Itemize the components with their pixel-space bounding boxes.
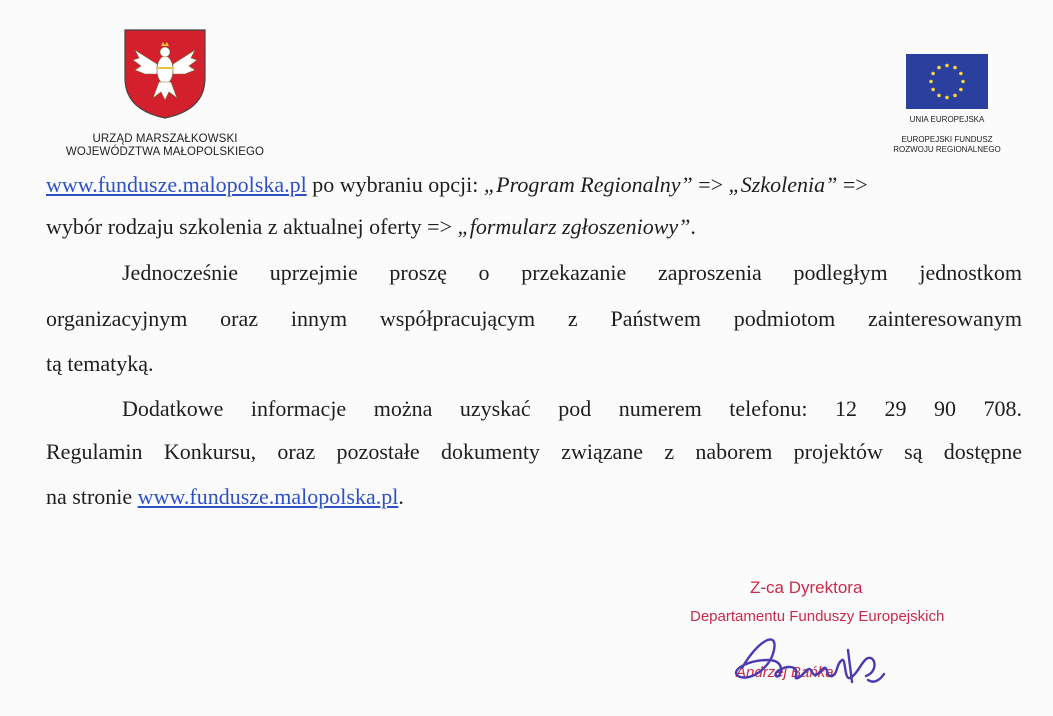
- website-link-2[interactable]: www.fundusze.malopolska.pl: [137, 484, 399, 509]
- eu-star: [953, 66, 957, 70]
- eu-label: UNIA EUROPEJSKA: [909, 115, 985, 124]
- paragraph-3-line-3: [46, 484, 1022, 510]
- paragraph-2-line-3: tą tematyką.: [46, 351, 154, 376]
- eu-star: [959, 88, 963, 92]
- text: .: [398, 484, 404, 509]
- website-link[interactable]: www.fundusze.malopolska.pl: [46, 172, 307, 197]
- handwritten-signature: [728, 620, 898, 700]
- text: na stronie: [46, 484, 138, 509]
- eu-flag-icon: [906, 54, 988, 109]
- fund-label-line1: EUROPEJSKI FUNDUSZ: [901, 135, 993, 144]
- eu-star: [931, 88, 935, 92]
- eu-star: [937, 66, 941, 70]
- coat-of-arms-icon: [123, 28, 207, 120]
- paragraph-3-line-1: Dodatkowe informacje można uzyskać pod numerem telefonu: 12 29 90 708.: [122, 396, 1022, 421]
- malopolska-logo: [50, 28, 280, 159]
- eu-star: [945, 96, 949, 100]
- eu-logo: [872, 54, 1022, 155]
- eu-star: [931, 72, 935, 76]
- paragraph-3-line-2: Regulamin Konkursu, oraz pozostałe dokumenty związane z naborem projektów są dostępne: [46, 439, 1022, 464]
- paragraph-2-line-2: organizacyjnym oraz innym współpracującym z Państwem podmiotom zainteresowanym: [46, 306, 1022, 331]
- eu-star: [959, 72, 963, 76]
- text: wybór rodzaju szkolenia z aktualnej oferty =>: [46, 214, 458, 239]
- eu-star: [929, 80, 933, 84]
- office-name-line2: WOJEWÓDZTWA MAŁOPOLSKIEGO: [65, 146, 265, 158]
- eu-star: [961, 80, 965, 84]
- text: po wybraniu opcji:: [306, 172, 484, 197]
- text: =>: [837, 172, 868, 197]
- option-program: „Program Regionalny”: [483, 172, 693, 197]
- text: .: [690, 214, 696, 239]
- eu-star: [953, 94, 957, 98]
- eu-star: [937, 94, 941, 98]
- option-form: „formularz zgłoszeniowy”: [457, 214, 691, 239]
- option-training: „Szkolenia”: [728, 172, 838, 197]
- fund-label-line2: ROZWOJU REGIONALNEGO: [893, 145, 1001, 154]
- text: =>: [692, 172, 729, 197]
- paragraph-1-line-1: [46, 172, 1022, 198]
- stamp-name: Andrzej Bańka: [736, 664, 834, 681]
- office-name-line1: URZĄD MARSZAŁKOWSKI: [92, 133, 238, 145]
- paragraph-1-line-2: [46, 214, 1022, 240]
- eu-star: [945, 64, 949, 68]
- paragraph-2-line-1: Jednocześnie uprzejmie proszę o przekazanie zaproszenia podległym jednostkom: [122, 260, 1022, 285]
- stamp-department: Departamentu Funduszy Europejskich: [690, 608, 945, 625]
- stamp-title: Z-ca Dyrektora: [750, 578, 863, 597]
